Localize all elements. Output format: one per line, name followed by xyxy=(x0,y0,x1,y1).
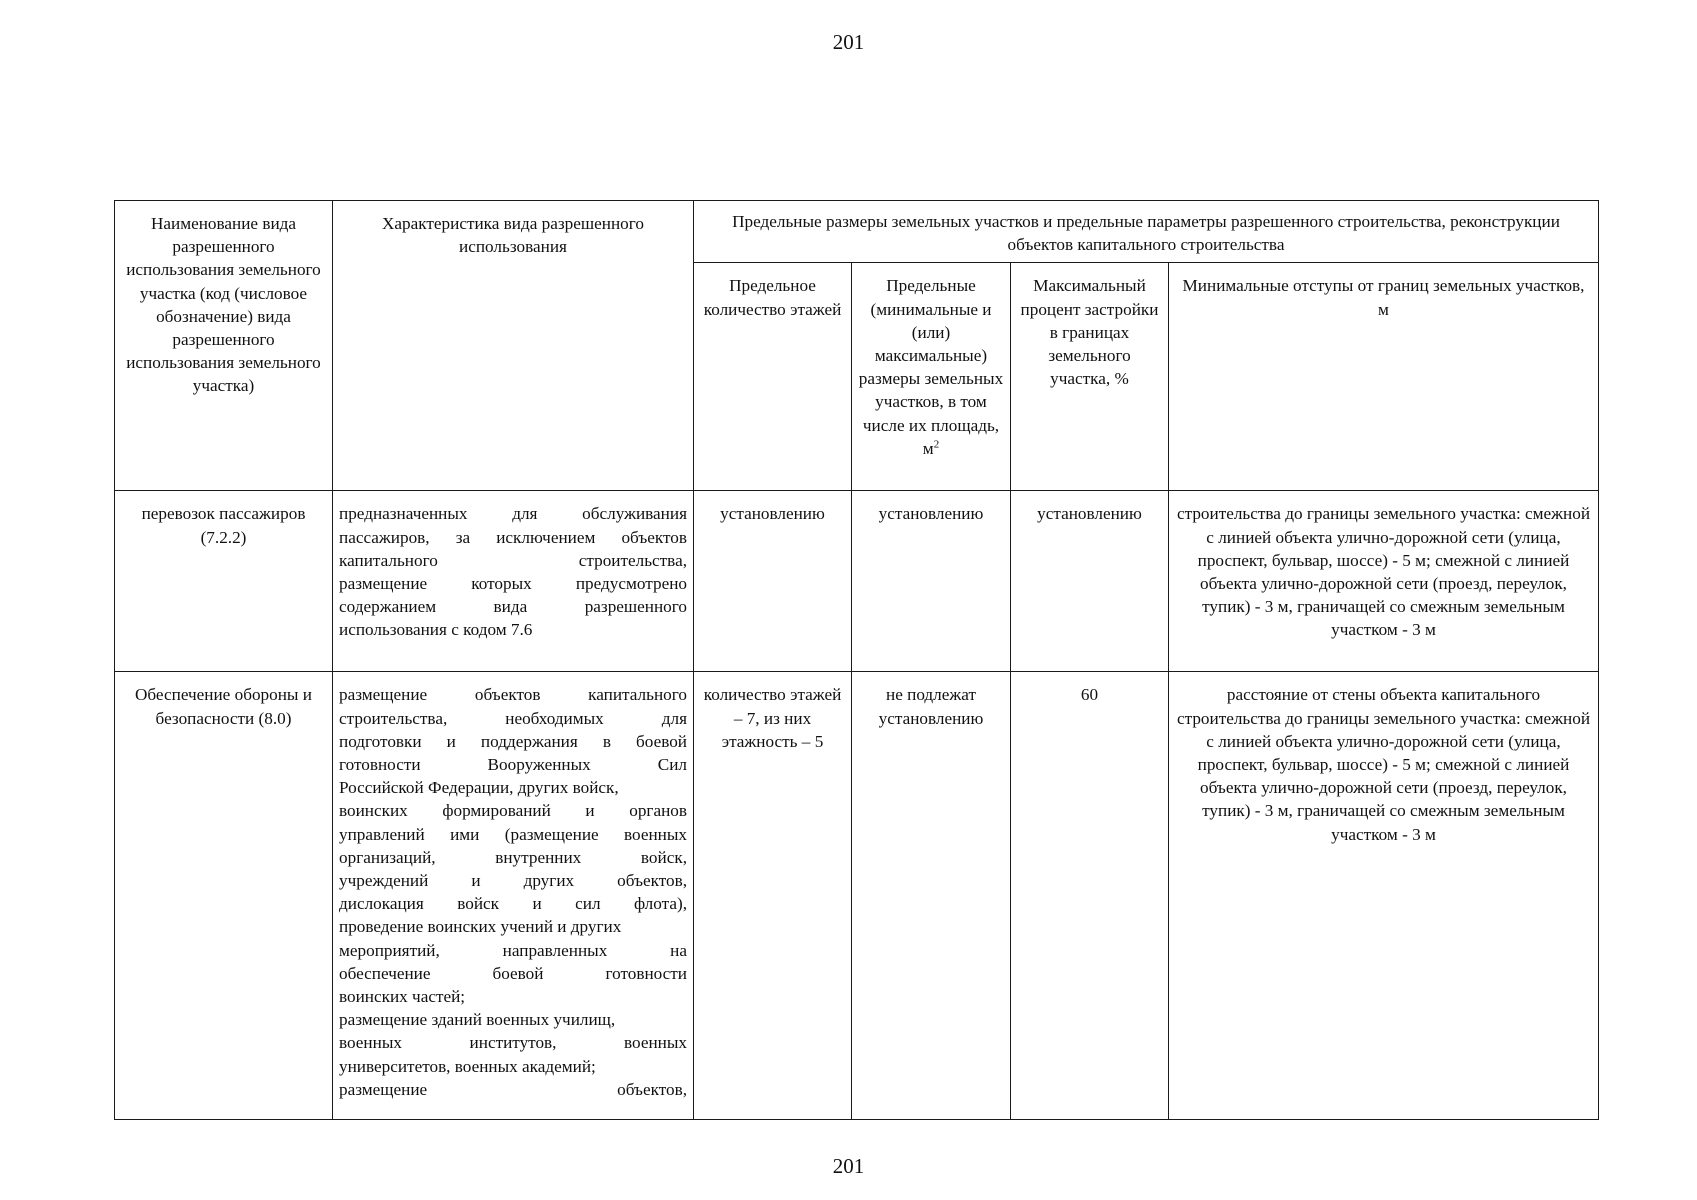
zoning-regulations-table xyxy=(114,200,1599,1120)
cell-plot-sizes: установлению xyxy=(852,491,1011,672)
header-max-floors: Предельное количество этажей xyxy=(694,263,852,491)
characteristic-line: организаций, внутренних войск, xyxy=(339,847,687,867)
cell-floors: установлению xyxy=(694,491,852,672)
header-plot-sizes xyxy=(852,263,1011,491)
characteristic-line: университетов, военных академий; xyxy=(339,1056,596,1076)
page-number-bottom: 201 xyxy=(832,1154,865,1178)
header-min-setbacks: Минимальные отступы от границ земельных участков, м xyxy=(1169,263,1599,491)
cell-setbacks: строительства до границы земельного участка: смежной с линией объекта улично-дорожной сети (улица, проспект, бульвар, шоссе) - 5 м; смежной с линией объекта улично-дорожной сети (проезд, переулок, тупик) - 3 м, граничащей со смежным земельным участком - 3 м xyxy=(1169,491,1599,672)
cell-setbacks: расстояние от стены объекта капитального строительства до границы земельного участка: смежной с линией объекта улично-дорожной сети (улица, проспект, бульвар, шоссе) - 5 м; смежной с линией объекта улично-дорожной сети (проезд, переулок, тупик) - 3 м, граничащей со смежным земельным участком - 3 м xyxy=(1169,672,1599,1120)
characteristic-line: управлений ими (размещение военных xyxy=(339,824,687,844)
characteristic-line: Российской Федерации, других войск, xyxy=(339,778,619,798)
cell-coverage: 60 xyxy=(1011,672,1169,1120)
header-limits-group: Предельные размеры земельных участков и предельные параметры разрешенного строительства, реконструкции объектов капитального строительства xyxy=(694,201,1599,263)
characteristic-line: размещение объектов капитального xyxy=(339,685,687,705)
cell-characteristic xyxy=(333,672,694,1120)
header-plot-sizes-sup: 2 xyxy=(933,438,940,451)
characteristic-line: размещение объектов, xyxy=(339,1079,687,1099)
characteristic-line: учреждений и других объектов, xyxy=(339,871,687,891)
characteristic-line: подготовки и поддержания в боевой xyxy=(339,731,687,751)
header-max-coverage: Максимальный процент застройки в границах земельного участка, % xyxy=(1011,263,1169,491)
characteristic-line: воинских формирований и органов xyxy=(339,801,687,821)
characteristic-line: размещение которых предусмотрено xyxy=(339,574,687,594)
header-land-use-name: Наименование вида разрешенного использования земельного участка (код (числовое обозначение) вида разрешенного использования земельного участка) xyxy=(115,201,333,491)
cell-land-use-name: перевозок пассажиров (7.2.2) xyxy=(115,491,333,672)
characteristic-line: воинских частей; xyxy=(339,987,466,1007)
table-row xyxy=(115,672,1599,1120)
characteristic-line: пассажиров, за исключением объектов xyxy=(339,527,687,547)
cell-plot-sizes: не подлежат установлению xyxy=(852,672,1011,1120)
cell-land-use-name: Обеспечение обороны и безопасности (8.0) xyxy=(115,672,333,1120)
table-row xyxy=(115,491,1599,672)
cell-floors: количество этажей – 7, из них этажность – 5 xyxy=(694,672,852,1120)
header-characteristic: Характеристика вида разрешенного использования xyxy=(333,201,694,491)
characteristic-line: размещение зданий военных училищ, xyxy=(339,1010,616,1030)
characteristic-line: предназначенных для обслуживания xyxy=(339,504,687,524)
characteristic-line: капитального строительства, xyxy=(339,550,687,570)
characteristic-line: мероприятий, направленных на xyxy=(339,940,687,960)
cell-characteristic xyxy=(333,491,694,672)
characteristic-line: содержанием вида разрешенного xyxy=(339,597,687,617)
characteristic-line: готовности Вооруженных Сил xyxy=(339,755,687,775)
characteristic-line: дислокация войск и сил флота), xyxy=(339,894,687,914)
characteristic-line: военных институтов, военных xyxy=(339,1033,687,1053)
header-plot-sizes-text: Предельные (минимальные и (или) максимальные) размеры земельных участков, в том числе их площадь, м xyxy=(858,276,1004,458)
cell-coverage: установлению xyxy=(1011,491,1169,672)
page-number-top: 201 xyxy=(832,30,865,54)
characteristic-line: строительства, необходимых для xyxy=(339,708,687,728)
characteristic-line: обеспечение боевой готовности xyxy=(339,963,687,983)
characteristic-line: использования с кодом 7.6 xyxy=(339,620,533,640)
characteristic-line: проведение воинских учений и других xyxy=(339,917,622,937)
